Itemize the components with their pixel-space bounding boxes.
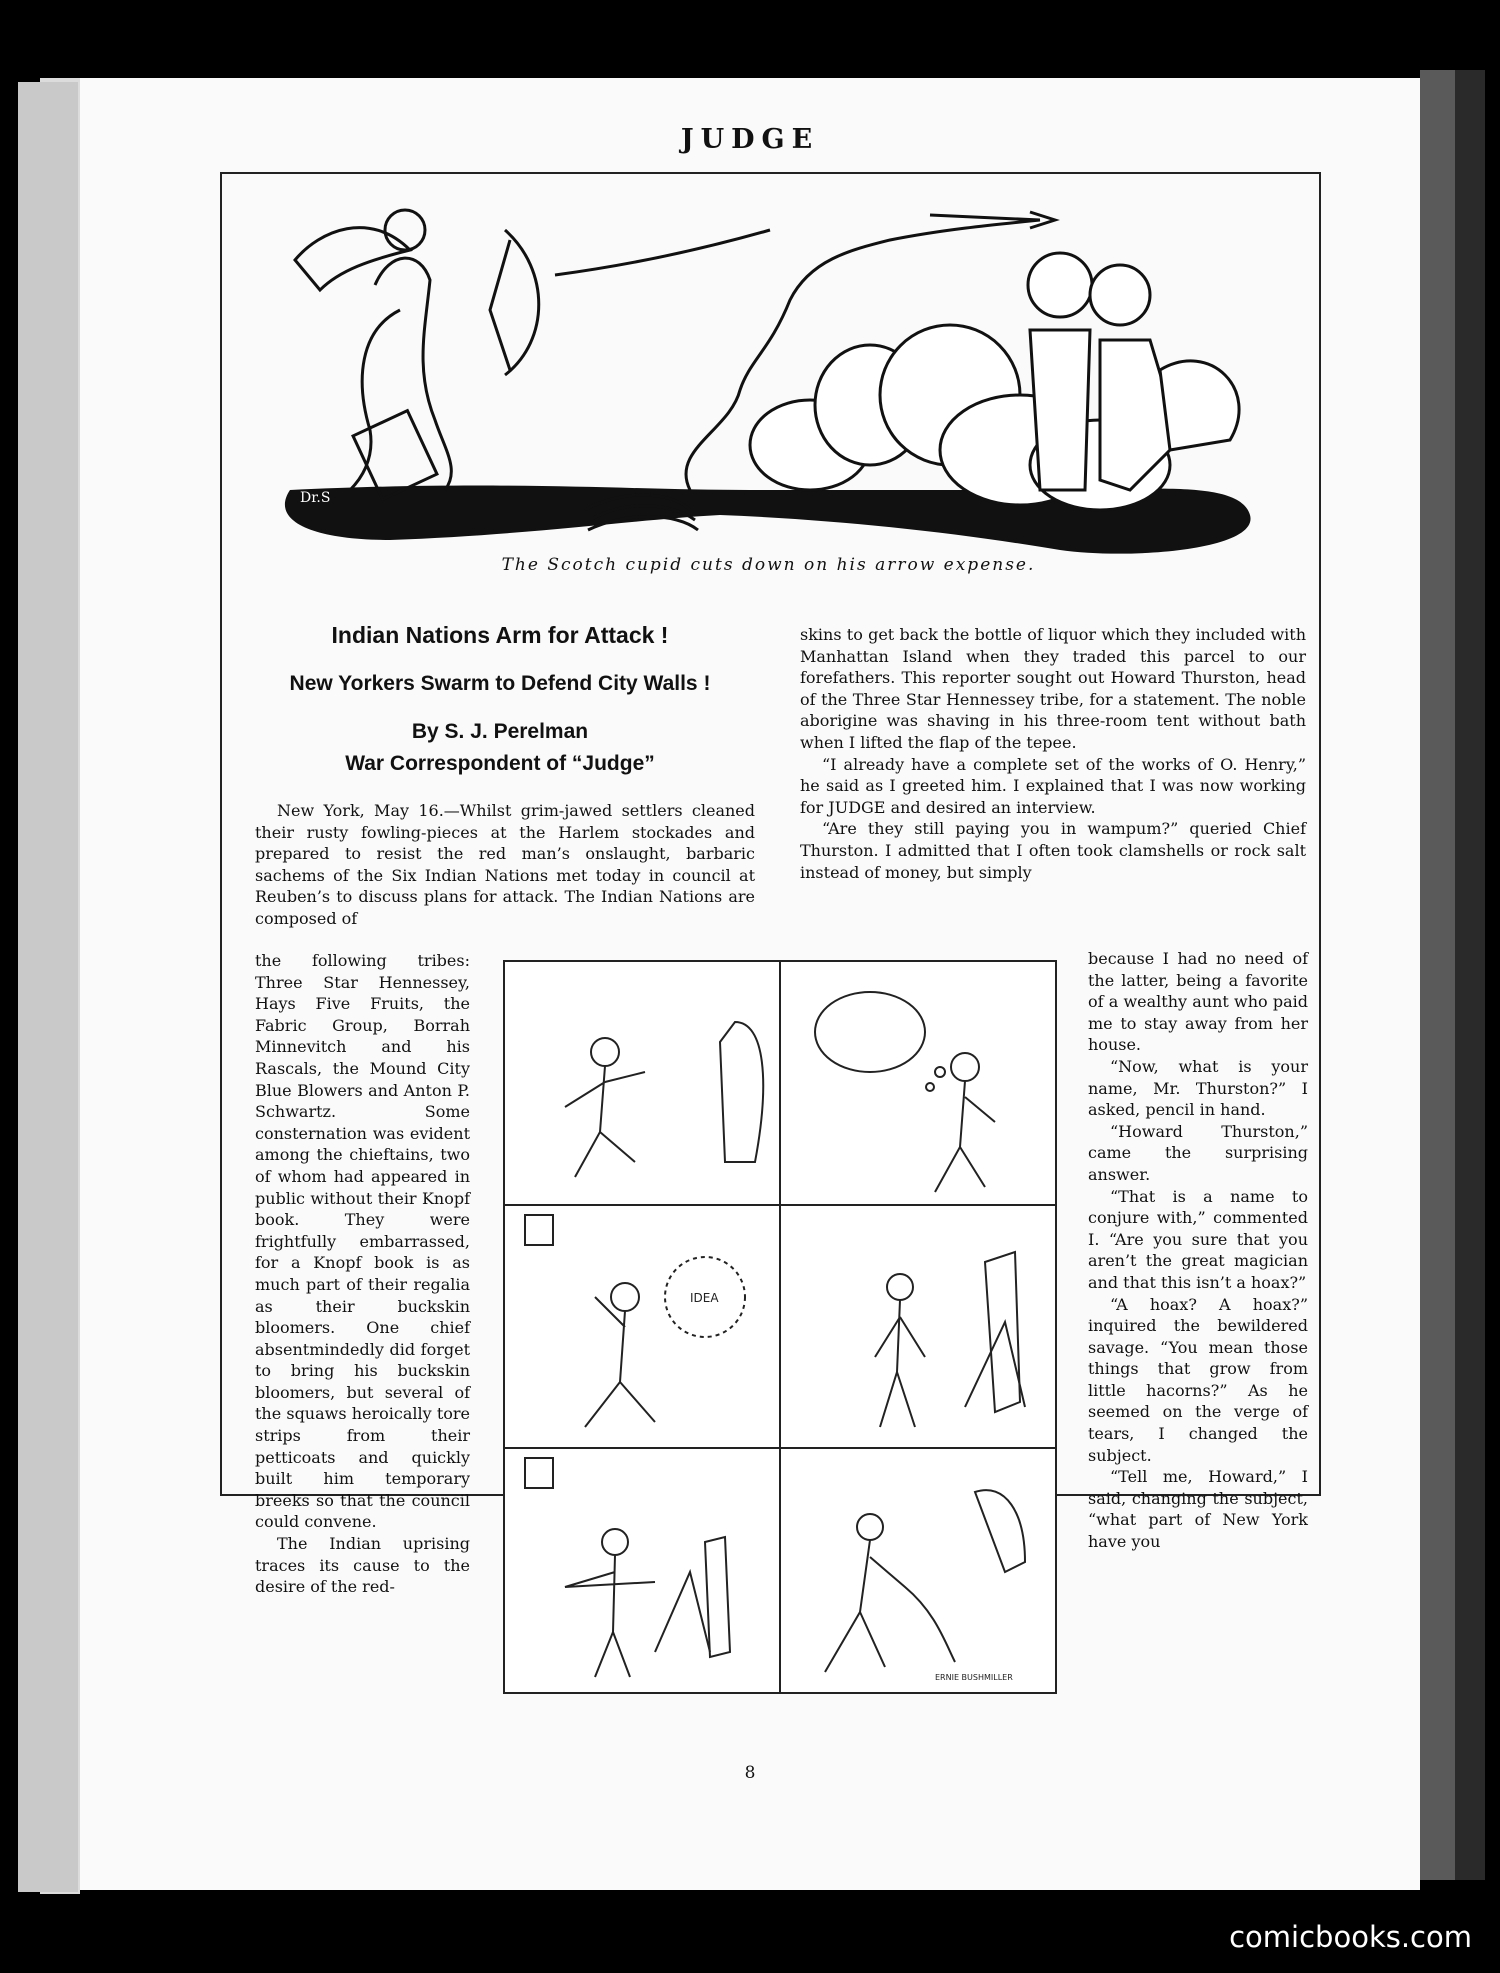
article-column-1-narrow — [255, 950, 470, 1598]
comic-strip-art — [505, 962, 1055, 1692]
article-paragraph: “That is a name to conjure with,” commented I. “Are you sure that you aren’t the great magician and that this isn’t a hoax?” — [1088, 1186, 1308, 1292]
article-paragraph: The Indian uprising traces its cause to the desire of the red- — [255, 1534, 470, 1597]
scan-edge-right-dark — [1455, 70, 1485, 1880]
article-paragraph: “A hoax? A hoax?” inquired the bewildered savage. “You mean those things that grow from little hacorns?” As he seemed on the verge of tears, I changed the subject. — [1088, 1294, 1308, 1465]
cupid-cartoon — [250, 190, 1280, 560]
article-paragraph: “Tell me, Howard,” I said, changing the subject, “what part of New York have you — [1088, 1467, 1308, 1552]
headline-primary: Indian Nations Arm for Attack ! — [331, 622, 669, 648]
comic-strip — [503, 960, 1057, 1694]
idea-label: IDEA — [690, 1291, 719, 1305]
article-paragraph: the following tribes: Three Star Hennessey, Hays Five Fruits, the Fabric Group, Borrah Minnevitch and his Rascals, the Mound City Blue Blowers and Anton P. Schwartz. Some consternation was evident among the chieftains, two of whom had appeared in public without their Knopf book. They were frightfully embarrassed, for a Knopf book is as much part of their regalia as their buckskin bloomers. One chief absentmindedly did forget to bring his buckskin bloomers, but several of the squaws heroically tore strips from their petticoats and quickly built him temporary breeks so that the council could convene. — [255, 951, 470, 1532]
byline-title: War Correspondent of “Judge” — [345, 752, 655, 775]
page-number: 8 — [744, 1763, 756, 1783]
article-column-2-narrow — [1088, 948, 1308, 1553]
article-paragraph: “Are they still paying you in wampum?” queried Chief Thurston. I admitted that I often took clamshells or rock salt instead of money, but simply — [800, 819, 1306, 882]
artist-signature: ERNIE BUSHMILLER — [935, 1673, 1013, 1682]
article-column-1-intro — [255, 800, 755, 930]
article-paragraph: skins to get back the bottle of liquor which they included with Manhattan Island when they traded this parcel to our forefathers. This reporter sought out Howard Thurston, head of the Three Star Hennessey tribe, for a statement. The noble aborigine was shaving in his three-room tent without bath when I lifted the flap of the tepee. — [800, 625, 1306, 752]
scan-edge-left-inner — [18, 82, 78, 1892]
article-paragraph: “Now, what is your name, Mr. Thurston?” I asked, pencil in hand. — [1088, 1056, 1308, 1120]
article-column-2 — [800, 624, 1306, 883]
cartoon-caption: The Scotch cupid cuts down on his arrow expense. — [501, 555, 1036, 575]
article-paragraph: “I already have a complete set of the works of O. Henry,” he said as I greeted him. I explained that I was now working for JUDGE and desired an interview. — [800, 754, 1306, 817]
headline-secondary: New Yorkers Swarm to Defend City Walls ! — [289, 672, 711, 695]
byline: By S. J. Perelman — [411, 720, 589, 743]
running-head: JUDGE — [680, 124, 820, 155]
article-paragraph: “Howard Thurston,” came the surprising answer. — [1088, 1121, 1308, 1184]
article-paragraph: New York, May 16.—Whilst grim-jawed settlers cleaned their rusty fowling-pieces at the Harlem stockades and prepared to resist the red man’s onslaught, barbaric sachems of the Six Indian Nations met today in council at Reuben’s to discuss plans for attack. The Indian Nations are composed of — [255, 801, 755, 928]
article-paragraph: because I had no need of the latter, being a favorite of a wealthy aunt who paid me to stay away from her house. — [1088, 949, 1308, 1055]
cartoon-signature: Dr.S — [300, 490, 331, 506]
watermark: comicbooks.com — [1229, 1920, 1472, 1954]
